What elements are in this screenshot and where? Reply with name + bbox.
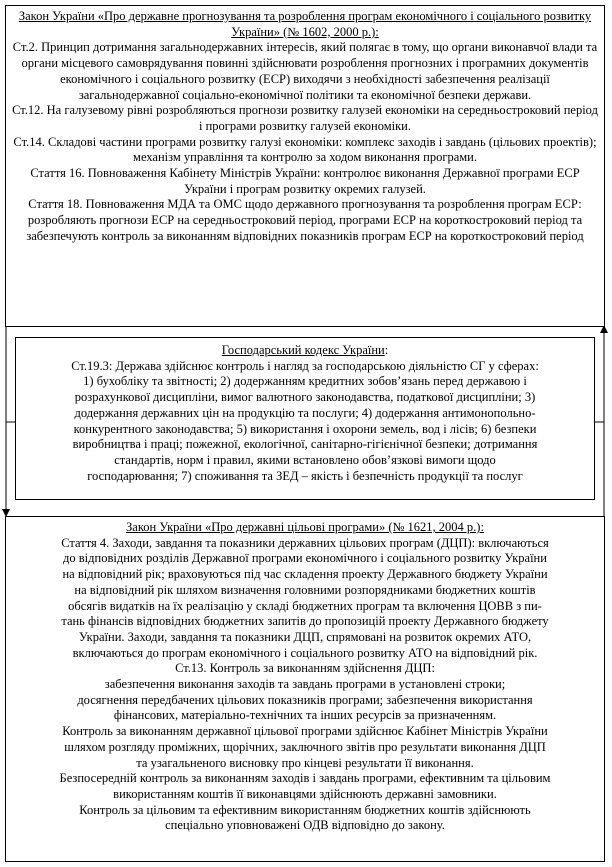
box1-paragraph: Стаття 18. Повноваження МДА та ОМС щодо державного прогнозування та розроблення програм ЕСР: <box>28 197 582 212</box>
box1-paragraph: розробляють прогнози ЕСР на середньостроковий період, програми ЕСР на короткостроковий період та забезпечують контроль за виконанням відповідних показників програм ЕСР на короткостроковий період <box>26 213 584 243</box>
box3-line: тань фінансів відповідних бюджетних запитів до пропозицій проекту Державного бюджету <box>61 614 549 629</box>
box3-line: до відповідних розділів Державної програми економічного і соціального розвитку України <box>63 551 547 566</box>
box2-line: стандартів, норм і правил, якими встановлено обов’язкові вимоги щодо <box>114 452 496 467</box>
box2-line: розрахункової дисципліни, вимог валютного законодавства, податкової дисципліни; 3) <box>74 390 536 405</box>
box2-line: Ст.19.3: Держава здійснює контроль і нагляд за господарською діяльністю СГ у сферах: <box>71 358 539 373</box>
box3-line: фінансових, матеріально-технічних та інших ресурсів за призначенням. <box>113 708 497 723</box>
box3-line: Ст.13. Контроль за виконанням здійснення ДЦП: <box>175 661 435 676</box>
box3-line: включаються до програм економічного і соціального розвитку АТО на відповідний рік. <box>72 645 538 660</box>
box3-line: Контроль за цільовим та ефективним використанням бюджетних коштів здійснюють <box>79 802 531 817</box>
box1-paragraph: Ст.14. Складові частини програми розвитку галузі економіки: комплекс заходів і завдань (цільових проектів); механізм управління та контролю за ходом виконання програми. <box>13 134 597 165</box>
box3-title: Закон України «Про державні цільові програми» (№ 1621, 2004 р.): <box>126 520 484 534</box>
box3-line: Стаття 4. Заходи, завдання та показники державних цільових програм (ДЦП): включаються <box>61 535 549 550</box>
box2-line: додержання державних цін на продукцію та послуги; 4) додержання антимонопольно- <box>74 405 536 420</box>
box2-title-line <box>22 343 588 359</box>
law-target-programs-box <box>5 516 605 862</box>
box3-line: на відповідний рік шляхом визначення головними розпорядниками бюджетних коштів <box>74 582 536 597</box>
box3-line: використанням коштів її виконавцями здійснюють державні замовники. <box>113 786 497 801</box>
law-prognozuvannia-box <box>5 5 605 327</box>
box3-line: України. Заходи, завдання та показники ДЦП, спрямовані на розвиток окремих АТО, <box>78 629 532 644</box>
box3-line: шляхом розгляду проміжних, щорічних, заключного звітів про результати виконання ДЦП <box>64 739 546 754</box>
box1-title: Закон України «Про державне прогнозування та розроблення програм економічного і соціального розвитку України» (№ 1602, 2000 р.): <box>18 9 592 39</box>
box2-line: 1) бухобліку та звітності; 2) додержанням кредитних зобов’язань перед державою і <box>83 374 527 389</box>
box2-title-suffix: : <box>384 343 389 357</box>
box3-line: спеціально уповноважені ОДВ відповідно до закону. <box>165 818 445 833</box>
commercial-code-box <box>15 337 595 500</box>
box2-line: господарювання; 7) споживання та ЗЕД – якість і безпечність продукції та послуг <box>87 468 523 483</box>
box3-line: Безпосередній контроль за виконанням заходів і завдань програми, ефективним та цільовим <box>59 771 551 786</box>
box3-line: забезпечення виконання заходів та завдань програми в установлені строки; <box>104 677 506 692</box>
box2-title: Господарський кодекс України <box>221 343 385 357</box>
box3-line: досягнення передбачених цільових показників програми; забезпечення використання <box>77 692 533 707</box>
box3-line: та узагальненого висновку про кінцеві результати її виконання. <box>136 755 474 770</box>
box3-line: обсягів видатків на їх реалізацію у складі бюджетних програм та включення ЦОВВ з пи- <box>68 598 542 613</box>
box1-paragraph: Стаття 16. Повноваження Кабінету Міністрів України: контролює виконання Державної програми ЕСР України і програм розвитку окремих галузей. <box>30 166 580 196</box>
box1-paragraph: Ст.2. Принцип дотримання загальнодержавних інтересів, який полягає в тому, що органи виконавчої влади та органи місцевого самоврядування повинні здійснювати розроблення прогнозних і програмних документів економічного і соціального розвитку (ЕСР) виходячи з необхідності забезпечення реалізації загальнодержавної соціально-економічної політики та економічної безпеки держави. <box>12 40 598 102</box>
box3-line: на відповідний рік; враховуються під час складення проекту Державного бюджету України <box>62 567 548 582</box>
box1-paragraph: Ст.12. На галузевому рівні розробляються прогнози розвитку галузей економіки на середньостроковий період і програми розвитку галузей економіки. <box>12 103 598 133</box>
box2-line: конкурентного законодавства; 5) використання і охорони земель, вод і лісів; 6) безпеки <box>73 421 537 436</box>
box3-line: Контроль за виконанням державної цільової програми здійснює Кабінет Міністрів України <box>62 724 548 739</box>
box2-line: виробництва і праці; пожежної, екологічної, санітарно-гігієнічної безпеки; дотримання <box>72 437 538 452</box>
